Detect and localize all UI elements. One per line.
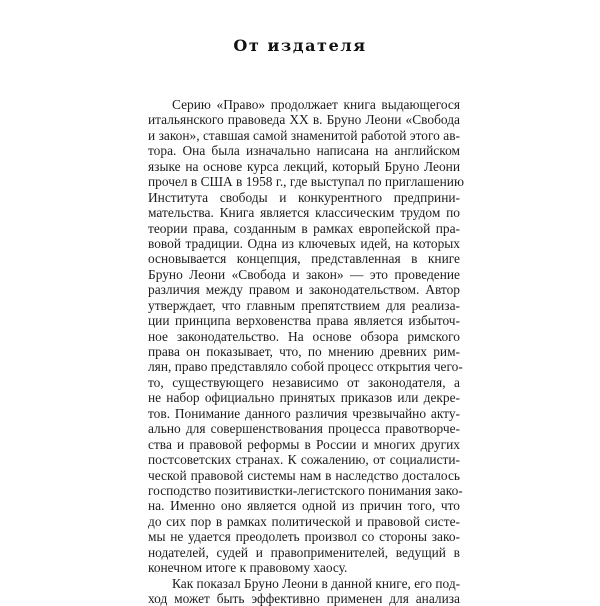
text-line: ческой правовой системы нам в наследство досталось bbox=[148, 467, 460, 483]
text-line: лян, право представляло собой процесс открытия чего- bbox=[148, 359, 463, 375]
page-title: От издателя bbox=[233, 36, 367, 55]
paragraph bbox=[148, 97, 464, 576]
text-line: мательства. Книга является классическим трудом по bbox=[148, 205, 460, 221]
text-line: языке на основе курса лекций, который Бруно Леони bbox=[148, 158, 460, 174]
text-line: различия между правом и законодательством. Автор bbox=[148, 282, 460, 298]
text-line: на. Именно оно является одной из причин того, что bbox=[148, 498, 460, 514]
text-line: не набор официально принятых приказов или декре- bbox=[148, 390, 460, 406]
text-line: основывается концепция, представленная в книге bbox=[148, 251, 460, 267]
text-line: ции принципа верховенства права является избыточ- bbox=[148, 313, 460, 329]
text-line: теории права, созданным в рамках европейской пра- bbox=[148, 220, 460, 236]
text-line: тов. Понимание данного различия чрезвычайно акту- bbox=[148, 405, 460, 421]
text-line: права он показывает, что, по мнению древних рим- bbox=[148, 344, 460, 359]
text-line: тора. Она была изначально написана на английском bbox=[148, 143, 460, 159]
text-line: и закон», ставшая самой знаменитой работой этого ав- bbox=[148, 127, 460, 143]
text-line: до сих пор в рамках политической и правовой систе- bbox=[148, 513, 460, 529]
text-line: ход может быть эффективно применен для анализа bbox=[148, 591, 460, 606]
text-line: ства и правовой реформы в России и многих других bbox=[148, 436, 460, 452]
paragraph bbox=[148, 576, 460, 606]
text-line: Серию «Право» продолжает книга выдающегося bbox=[172, 97, 460, 112]
body-text bbox=[148, 97, 464, 606]
text-line: ально для совершенствования процесса правотворче- bbox=[148, 421, 460, 437]
text-line: Бруно Леони «Свобода и закон» — это проведение bbox=[148, 266, 460, 282]
text-line: Как показал Бруно Леони в данной книге, его под- bbox=[172, 575, 461, 591]
text-line: постсоветских странах. К сожалению, от социалисти- bbox=[148, 452, 460, 468]
text-line: вовой традиции. Одна из ключевых идей, на которых bbox=[148, 235, 460, 251]
text-line: нодателей, судей и правоприменителей, ведущий в bbox=[148, 544, 460, 560]
text-line: ное законодательство. На основе обзора римского bbox=[148, 328, 460, 344]
text-line: то, существующего независимо от законодателя, а bbox=[148, 374, 460, 390]
text-line: конечном итоге к правовому хаосу. bbox=[148, 560, 348, 576]
text-line: итальянского правоведа XX в. Бруно Леони «Свобода bbox=[148, 112, 460, 128]
text-line: утверждает, что главным препятствием для реализа- bbox=[148, 297, 460, 313]
text-line: Института свободы и конкурентного предприни- bbox=[148, 189, 460, 205]
text-line: мы не удается преодолеть произвол со стороны зако- bbox=[148, 529, 460, 545]
text-line: господство позитивистки-легистского понимания зако- bbox=[148, 482, 463, 498]
text-line: прочел в США в 1958 г., где выступал по приглашению bbox=[148, 174, 464, 190]
